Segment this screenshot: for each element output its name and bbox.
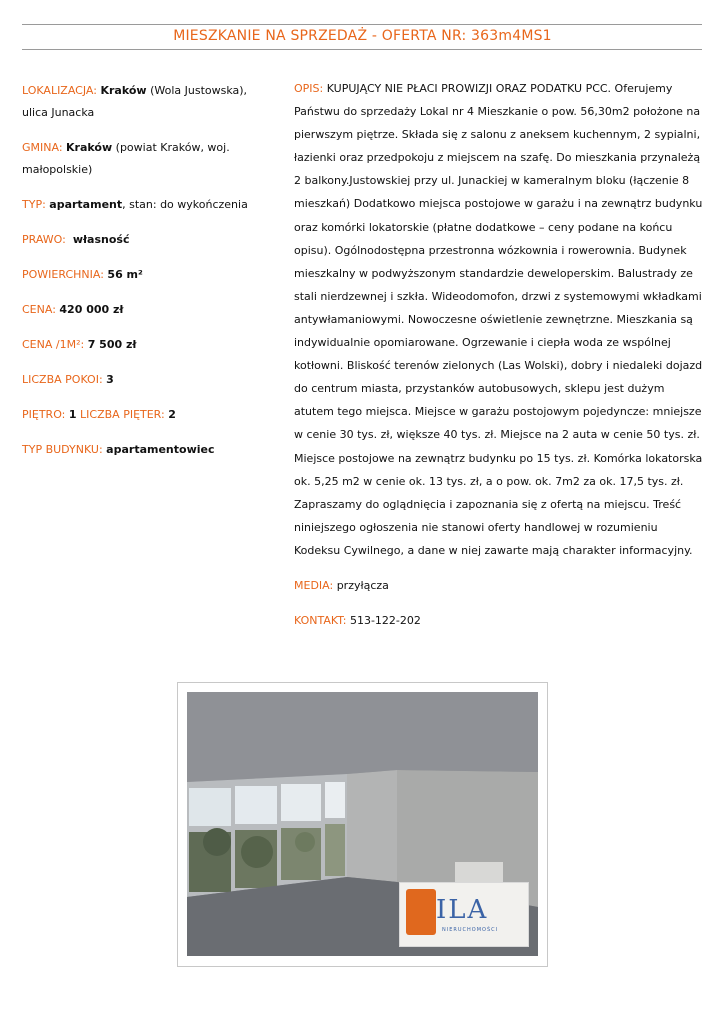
type-field bbox=[22, 194, 282, 216]
rooms-value: 3 bbox=[106, 373, 114, 386]
mila-logo bbox=[399, 882, 529, 947]
location-rest: (Wola Justowska), bbox=[146, 84, 248, 97]
location-street: ulica Junacka bbox=[22, 106, 95, 119]
media-label: MEDIA: bbox=[294, 578, 334, 592]
floor-field bbox=[22, 404, 282, 426]
floor-value: 1 bbox=[68, 408, 77, 421]
mila-logo-text: ILA bbox=[436, 895, 489, 925]
rooms-field bbox=[22, 369, 282, 391]
description-column bbox=[294, 77, 706, 644]
price-per-m2-label: CENA /1M²: bbox=[22, 338, 85, 351]
price-value: 420 000 zł bbox=[59, 303, 124, 316]
description-label: OPIS: bbox=[294, 82, 324, 95]
ownership-value: własność bbox=[72, 233, 130, 246]
ownership-field bbox=[22, 229, 282, 251]
apartment-photo bbox=[187, 692, 538, 956]
location-field bbox=[22, 80, 282, 124]
contact-field bbox=[294, 609, 706, 632]
gmina-field bbox=[22, 137, 282, 181]
building-type-label: TYP BUDYNKU: bbox=[22, 443, 103, 456]
contact-label: KONTAKT: bbox=[294, 614, 347, 628]
rooms-label: LICZBA POKOI: bbox=[22, 373, 103, 386]
gmina-rest: (powiat Kraków, woj. małopolskie) bbox=[22, 141, 230, 176]
price-label: CENA: bbox=[22, 303, 56, 316]
mila-logo-mark-icon bbox=[406, 889, 436, 935]
area-field bbox=[22, 264, 282, 286]
floor-label: PIĘTRO: bbox=[22, 408, 66, 421]
description-paragraph bbox=[294, 77, 706, 562]
apartment-photo-frame bbox=[177, 682, 548, 967]
page-title: MIESZKANIE NA SPRZEDAŻ - OFERTA NR: 363m4MS1 bbox=[173, 28, 552, 44]
contact-phone: 513-122-202 bbox=[349, 614, 421, 628]
top-rule bbox=[22, 24, 702, 25]
media-value: przyłącza bbox=[336, 578, 389, 592]
price-field bbox=[22, 299, 282, 321]
building-type-value: apartamentowiec bbox=[106, 443, 215, 456]
type-value: apartament bbox=[49, 198, 123, 211]
gmina-value: Kraków bbox=[66, 141, 113, 154]
type-rest: , stan: do wykończenia bbox=[122, 198, 248, 211]
ownership-label: PRAWO: bbox=[22, 233, 66, 246]
floors-count-value: 2 bbox=[168, 408, 176, 421]
area-value: 56 m² bbox=[107, 268, 143, 281]
mila-logo-subtext: NIERUCHOMOŚCI bbox=[442, 927, 499, 933]
type-label: TYP: bbox=[22, 198, 46, 211]
price-per-m2-value: 7 500 zł bbox=[87, 338, 137, 351]
details-column bbox=[22, 80, 282, 474]
description-text: KUPUJĄCY NIE PŁACI PROWIZJI ORAZ PODATKU PCC. Oferujemy Państwu do sprzedaży Lokal nr 4 Mieszkanie o pow. 56,30m2 położone na pierwszym piętrze. Składa się z salonu z aneksem kuchennym, 2 sypialni, łazienki oraz przedpokoju z miejscem na szafę. Do mieszkania przynależą 2 balkony.Justowskiej przy ul. Junackiej w kameralnym bloku (łączenie 8 mieszkań) Dodatkowo miejsca postojowe w garażu i na zewnątrz budynku oraz komórki lokatorskie (płatne dodatkowe – ceny podane na końcu opisu). Ogólnodostępna przestronna wózkownia i rowerownia. Budynek mieszkalny w podwyższonym standardzie deweloperskim. Balustrady ze stali nierdzewnej i szkła. Wideodomofon, drzwi z systemowymi wkładkami antywłamaniowymi. Nowoczesne oświetlenie zewnętrzne. Mieszkania są indywidualnie opomiarowane. Ogrzewanie i ciepła woda ze wspólnej kotłowni. Bliskość terenów zielonych (Las Wolski), dobry i niedaleki dojazd do centrum miasta, przystanków autobusowych, sklepu jest dużym atutem tego miejsca. Miejsce w garażu postojowym pojedyncze: mniejsze w cenie 30 tys. zł, większe 40 tys. zł. Miejsce na 2 auta w cenie 50 tys. zł. Miejsce postojowe na zewnątrz budynku po 15 tys. zł. Komórka lokatorska ok. 5,25 m2 w cenie ok. 13 tys. zł, a o pow. ok. 7m2 za ok. 17,5 tys. zł. Zapraszamy do oglądnięcia i zapoznania się z ofertą na miejscu. Treść niniejszego ogłoszenia nie stanowi oferty handlowej w rozumieniu Kodeksu Cywilnego, a dane w niej zawarte mają charakter informacyjny. bbox=[294, 82, 703, 557]
building-type-field bbox=[22, 439, 282, 461]
area-label: POWIERCHNIA: bbox=[22, 268, 104, 281]
gmina-label: GMINA: bbox=[22, 141, 63, 154]
title-rule bbox=[22, 49, 702, 50]
location-label: LOKALIZACJA: bbox=[22, 84, 97, 97]
price-per-m2-field bbox=[22, 334, 282, 356]
location-value: Kraków bbox=[100, 84, 147, 97]
media-field bbox=[294, 574, 706, 597]
floors-count-label: LICZBA PIĘTER: bbox=[80, 408, 165, 421]
